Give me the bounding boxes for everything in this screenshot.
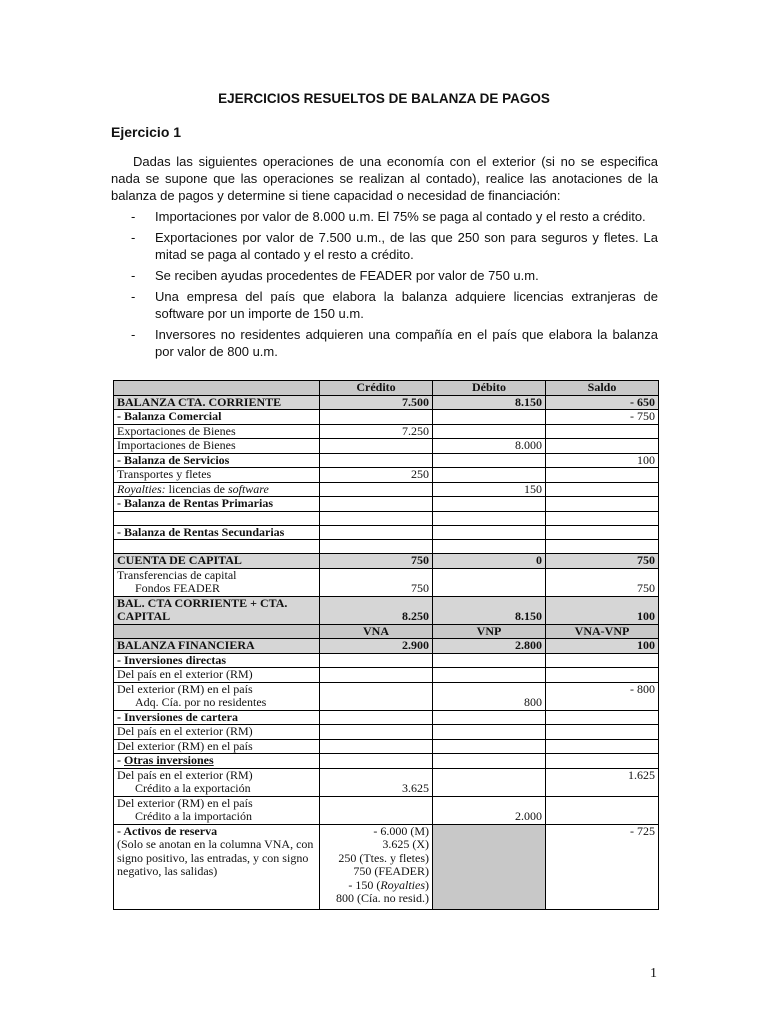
cell-saldo — [546, 424, 659, 439]
cell-credito — [320, 525, 433, 540]
operation-item — [111, 208, 658, 225]
table-row — [114, 525, 659, 540]
row-label: - Inversiones de cartera — [114, 710, 320, 725]
header-vna: VNA — [320, 624, 433, 639]
vna-roy-pre: - 150 ( — [348, 877, 381, 892]
header-vna-vnp: VNA-VNP — [546, 624, 659, 639]
operation-text: Inversores no residentes adquieren una compañía en el país que elabora la balanza por valor de 800 u.m. — [155, 327, 658, 359]
cell-credito — [320, 511, 433, 525]
cell-credito: 750 — [320, 554, 433, 569]
table-row — [114, 824, 659, 909]
exercise-heading: Ejercicio 1 — [111, 124, 182, 140]
cell-debito: 8.150 — [433, 596, 546, 624]
header-saldo: Saldo — [546, 381, 659, 396]
cell-vnp — [433, 768, 546, 796]
operation-item — [111, 267, 658, 284]
header-vnp: VNP — [433, 624, 546, 639]
vna-line — [323, 879, 429, 893]
cell-credito — [320, 497, 433, 512]
cell-credito — [320, 540, 433, 554]
cell-vnp — [433, 668, 546, 683]
cell-saldo — [546, 725, 659, 740]
row-label-line1: Del exterior (RM) en el país — [117, 795, 253, 810]
row-label: Del país en el exterior (RM) — [114, 668, 320, 683]
table-row — [114, 439, 659, 454]
document-title: EJERCICIOS RESUELTOS DE BALANZA DE PAGOS — [218, 91, 550, 106]
cell-debito — [433, 453, 546, 468]
row-label: BALANZA FINANCIERA — [114, 639, 320, 654]
row-label — [114, 596, 320, 624]
vna-line: 750 (FEADER) — [353, 864, 429, 878]
cell-saldo — [546, 468, 659, 483]
row-label: Importaciones de Bienes — [114, 439, 320, 454]
cell-credito: 7.250 — [320, 424, 433, 439]
row-label — [114, 540, 320, 554]
cell-vna: 2.900 — [320, 639, 433, 654]
cell-saldo — [546, 511, 659, 525]
row-label — [114, 682, 320, 710]
balance-of-payments-table — [113, 380, 659, 910]
table-row — [114, 682, 659, 710]
table-header-row — [114, 381, 659, 396]
cell-vnp — [433, 754, 546, 769]
vna-roy-post: ) — [425, 877, 429, 892]
table-row — [114, 668, 659, 683]
table-row — [114, 468, 659, 483]
cell-debito: 150 — [433, 482, 546, 497]
cell-credito: 7.500 — [320, 395, 433, 410]
cell-saldo: 750 — [546, 554, 659, 569]
table-row — [114, 453, 659, 468]
cell-vna — [320, 796, 433, 824]
table-row — [114, 639, 659, 654]
cell-saldo: 100 — [546, 639, 659, 654]
cell-vnp: 800 — [433, 682, 546, 710]
cell-saldo — [546, 653, 659, 668]
row-label: - Balanza de Rentas Primarias — [114, 497, 320, 512]
cell-debito — [433, 511, 546, 525]
cell-credito: 8.250 — [320, 596, 433, 624]
table-row — [114, 482, 659, 497]
cell-saldo — [546, 668, 659, 683]
table-row-empty — [114, 540, 659, 554]
cell-vna: 3.625 — [320, 768, 433, 796]
cell-debito — [433, 410, 546, 425]
table-row — [114, 410, 659, 425]
table-row — [114, 739, 659, 754]
cell-saldo: 100 — [546, 596, 659, 624]
table-row — [114, 596, 659, 624]
vna-roy-italic: Royalties — [380, 877, 425, 892]
operation-item — [111, 326, 658, 360]
bullet-dash: - — [131, 230, 136, 245]
table-row — [114, 796, 659, 824]
bullet-dash: - — [131, 209, 136, 224]
table-row — [114, 754, 659, 769]
header-debito: Débito — [433, 381, 546, 396]
cell-vnp-shaded — [433, 824, 546, 909]
cell-saldo: - 725 — [546, 824, 659, 909]
cell-debito — [433, 540, 546, 554]
cell-saldo: - 800 — [546, 682, 659, 710]
table-row — [114, 768, 659, 796]
table-row — [114, 725, 659, 740]
cell-saldo — [546, 497, 659, 512]
table-row — [114, 653, 659, 668]
operation-item — [111, 288, 658, 322]
cell-vna — [320, 682, 433, 710]
vna-line: 250 (Ttes. y fletes) — [338, 850, 429, 865]
cell-saldo: - 650 — [546, 395, 659, 410]
cell-vnp — [433, 710, 546, 725]
row-label-line2: Fondos FEADER — [135, 581, 221, 595]
cell-debito — [433, 424, 546, 439]
operation-item — [111, 229, 658, 263]
table-row-empty — [114, 511, 659, 525]
row-label: - Inversiones directas — [114, 653, 320, 668]
cell-debito — [433, 525, 546, 540]
row-label — [114, 824, 320, 909]
row-label: Transportes y fletes — [114, 468, 320, 483]
cell-credito — [320, 439, 433, 454]
operation-text: Importaciones por valor de 8.000 u.m. El 75% se paga al contado y el resto a crédito. — [155, 209, 646, 224]
cell-vna — [320, 725, 433, 740]
cell-vna — [320, 653, 433, 668]
cell-vnp — [433, 653, 546, 668]
cell-saldo — [546, 540, 659, 554]
row-label: Del país en el exterior (RM) — [114, 725, 320, 740]
cell-debito — [433, 468, 546, 483]
row-label: CUENTA DE CAPITAL — [114, 554, 320, 569]
row-label: Exportaciones de Bienes — [114, 424, 320, 439]
row-label — [114, 796, 320, 824]
table-row — [114, 424, 659, 439]
cell-vna — [320, 668, 433, 683]
row-label-line2: CAPITAL — [117, 609, 171, 623]
table-row — [114, 497, 659, 512]
cell-saldo — [546, 710, 659, 725]
cell-credito — [320, 482, 433, 497]
cell-debito: 8.000 — [433, 439, 546, 454]
cell-debito: 8.150 — [433, 395, 546, 410]
row-label-prefix: - — [117, 753, 124, 767]
cell-credito — [320, 410, 433, 425]
cell-credito: 250 — [320, 468, 433, 483]
intro-paragraph: Dadas las siguientes operaciones de una economía con el exterior (si no se especifica nada se supone que las operaciones se realizan al contado), realice las anotaciones de la balanza de pagos y determine si tiene capacidad o necesidad de financiación: — [111, 154, 658, 203]
cell-saldo — [546, 439, 659, 454]
cell-debito — [433, 568, 546, 596]
row-label — [114, 568, 320, 596]
row-label — [114, 482, 320, 497]
cell-saldo — [546, 525, 659, 540]
operation-text: Una empresa del país que elabora la balanza adquiere licencias extranjeras de software por un importe de 150 u.m. — [155, 289, 658, 321]
row-label-line2: Adq. Cía. por no residentes — [135, 695, 267, 709]
bullet-dash: - — [131, 327, 136, 342]
row-label-line1: - Activos de reserva — [117, 823, 218, 838]
vna-line: - 6.000 (M) — [373, 823, 429, 838]
table-row — [114, 554, 659, 569]
header-cell-empty — [114, 624, 320, 639]
row-label: Del exterior (RM) en el país — [114, 739, 320, 754]
software-italic: software — [227, 481, 269, 496]
royalties-italic: Royalties: — [117, 481, 166, 496]
row-label — [114, 754, 320, 769]
row-label: - Balanza Comercial — [114, 410, 320, 425]
table-row — [114, 710, 659, 725]
cell-vnp — [433, 739, 546, 754]
cell-saldo — [546, 754, 659, 769]
cell-credito: 750 — [320, 568, 433, 596]
row-label-underlined: Otras inversiones — [124, 753, 214, 767]
cell-vna — [320, 824, 433, 909]
cell-debito — [433, 497, 546, 512]
row-label-note: (Solo se anotan en la columna VNA, con signo positivo, las entradas, y con signo negativo, las salidas) — [117, 837, 314, 878]
row-label: BALANZA CTA. CORRIENTE — [114, 395, 320, 410]
cell-saldo: 100 — [546, 453, 659, 468]
row-label-line1: Del país en el exterior (RM) — [117, 767, 253, 782]
row-label-line2: Crédito a la exportación — [135, 781, 251, 795]
row-label-line1: Transferencias de capital — [117, 567, 237, 582]
cell-saldo — [546, 796, 659, 824]
header-cell-empty — [114, 381, 320, 396]
vna-line: 800 (Cía. no resid.) — [336, 891, 429, 905]
cell-credito — [320, 453, 433, 468]
operation-text: Exportaciones por valor de 7.500 u.m., de las que 250 son para seguros y fletes. La mitad se paga al contado y el resto a crédito. — [155, 230, 658, 262]
row-label — [114, 511, 320, 525]
cell-saldo — [546, 739, 659, 754]
row-label-line2: Crédito a la importación — [135, 809, 252, 823]
royalties-mid: licencias de — [165, 481, 228, 496]
cell-saldo: - 750 — [546, 410, 659, 425]
cell-debito: 0 — [433, 554, 546, 569]
table-row — [114, 568, 659, 596]
bullet-dash: - — [131, 268, 136, 283]
bullet-dash: - — [131, 289, 136, 304]
operation-text: Se reciben ayudas procedentes de FEADER por valor de 750 u.m. — [155, 268, 539, 283]
cell-vna — [320, 710, 433, 725]
row-label: - Balanza de Rentas Secundarias — [114, 525, 320, 540]
page-number: 1 — [650, 966, 657, 981]
row-label — [114, 768, 320, 796]
cell-vnp: 2.000 — [433, 796, 546, 824]
cell-vnp: 2.800 — [433, 639, 546, 654]
table-row — [114, 395, 659, 410]
cell-saldo: 1.625 — [546, 768, 659, 796]
row-label-line1: BAL. CTA CORRIENTE + CTA. — [117, 595, 288, 610]
header-credito: Crédito — [320, 381, 433, 396]
cell-vnp — [433, 725, 546, 740]
vna-line: 3.625 (X) — [382, 837, 429, 851]
financial-header-row — [114, 624, 659, 639]
cell-saldo: 750 — [546, 568, 659, 596]
row-label: - Balanza de Servicios — [114, 453, 320, 468]
cell-vna — [320, 754, 433, 769]
row-label-line1: Del exterior (RM) en el país — [117, 681, 253, 696]
cell-saldo — [546, 482, 659, 497]
operations-list — [111, 208, 658, 364]
cell-vna — [320, 739, 433, 754]
